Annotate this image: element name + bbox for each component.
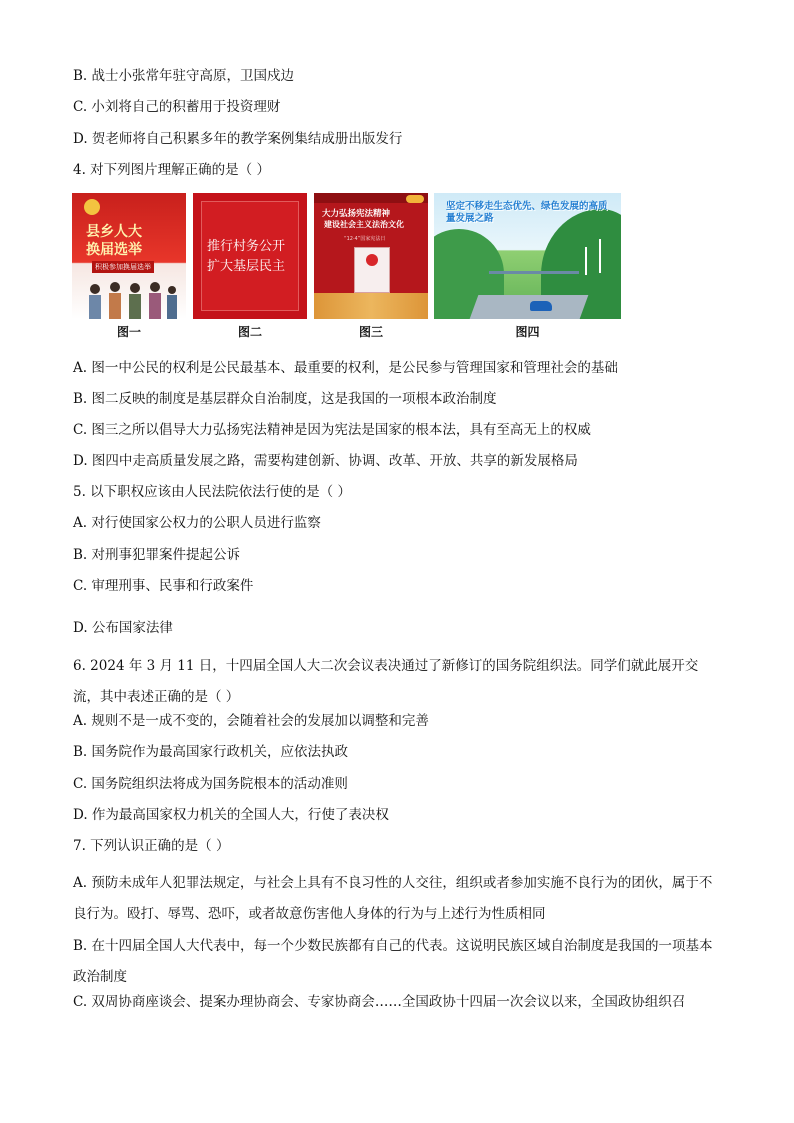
figure-3-constitution-poster [314, 193, 428, 319]
fig3-text-line1: 大力弘扬宪法精神 [322, 209, 391, 219]
option-5d: D. 公布国家法律 [73, 620, 173, 636]
option-3d: D. 贺老师将自己积累多年的教学案例集结成册出版发行 [73, 131, 403, 147]
fig1-title-line2: 换届选举 [86, 242, 142, 258]
figure-1-caption: 图一 [116, 325, 141, 339]
question-7: 7. 下列认识正确的是（ ） [73, 838, 230, 854]
option-7c: C. 双周协商座谈会、提案办理协商会、专家协商会……全国政协十四届一次会议以来，全国政协组织召 [73, 994, 686, 1010]
option-6d: D. 作为最高国家权力机关的全国人大，行使了表决权 [73, 807, 389, 823]
option-4a: A. 图一中公民的权利是公民最基本、最重要的权利，是公民参与管理国家和管理社会的基础 [73, 360, 618, 376]
wind-turbine-icon [599, 239, 601, 273]
road-icon [470, 295, 589, 319]
figure-2-village-poster [193, 193, 307, 319]
fig4-title: 坚定不移走生态优先、绿色发展的高质量发展之路 [446, 201, 608, 224]
figure-1-election-poster [72, 193, 186, 319]
fig3-logo-icon [406, 195, 424, 203]
fig1-banner: 积极参加换届选举 [92, 261, 154, 273]
option-3c: C. 小刘将自己的积蓄用于投资理财 [73, 99, 281, 115]
figure-3-caption: 图三 [358, 325, 383, 339]
question-4: 4. 对下列图片理解正确的是（ ） [73, 162, 270, 178]
constitution-book-icon [354, 247, 390, 293]
option-5a: A. 对行使国家公权力的公职人员进行监察 [73, 515, 321, 531]
option-5b: B. 对刑事犯罪案件提起公诉 [73, 547, 241, 563]
option-4b: B. 图二反映的制度是基层群众自治制度，这是我国的一项根本政治制度 [73, 391, 497, 407]
fig3-small-text: “12·4”国家宪法日 [344, 236, 386, 242]
fig3-text-line2: 建设社会主义法治文化 [324, 220, 404, 229]
option-4d: D. 图四中走高质量发展之路，需要构建创新、协调、改革、开放、共享的新发展格局 [73, 453, 578, 469]
national-emblem-icon [84, 199, 100, 215]
figure-2-caption: 图二 [237, 325, 262, 339]
wheat-decoration-icon [314, 293, 428, 319]
option-6a: A. 规则不是一成不变的，会随着社会的发展加以调整和完善 [73, 713, 429, 729]
option-6b: B. 国务院作为最高国家行政机关，应依法执政 [73, 744, 349, 760]
fig2-text-line1: 推行村务公开 [207, 239, 286, 254]
option-7b: B. 在十四届全国人大代表中，每一个少数民族都有自己的代表。这说明民族区域自治制度是我国的一项基本政治制度 [73, 938, 713, 985]
people-illustration-icon [80, 279, 180, 319]
wind-turbine-icon [585, 247, 587, 275]
figure-4-green-development-poster [434, 193, 621, 319]
car-icon [530, 301, 552, 311]
figure-4-caption: 图四 [515, 325, 540, 339]
option-3b: B. 战士小张常年驻守高原，卫国戍边 [73, 68, 295, 84]
bridge-icon [489, 255, 579, 274]
fig1-title-line1: 县乡人大 [86, 224, 142, 240]
fig2-text-line2: 扩大基层民主 [207, 259, 286, 274]
option-5c: C. 审理刑事、民事和行政案件 [73, 578, 254, 594]
option-6c: C. 国务院组织法将成为国务院根本的活动准则 [73, 776, 348, 792]
question-4-figures [72, 193, 632, 343]
question-6: 6. 2024 年 3 月 11 日，十四届全国人大二次会议表决通过了新修订的国务院组织法。同学们就此展开交流，其中表述正确的是（ ） [73, 658, 699, 705]
question-5: 5. 以下职权应该由人民法院依法行使的是（ ） [73, 484, 351, 500]
option-7a: A. 预防未成年人犯罪法规定，与社会上具有不良习性的人交往，组织或者参加实施不良行为的团伙，属于不良行为。殴打、辱骂、恐吓，或者故意伤害他人身体的行为与上述行为性质相同 [73, 875, 713, 922]
option-4c: C. 图三之所以倡导大力弘扬宪法精神是因为宪法是国家的根本法，具有至高无上的权威 [73, 422, 591, 438]
